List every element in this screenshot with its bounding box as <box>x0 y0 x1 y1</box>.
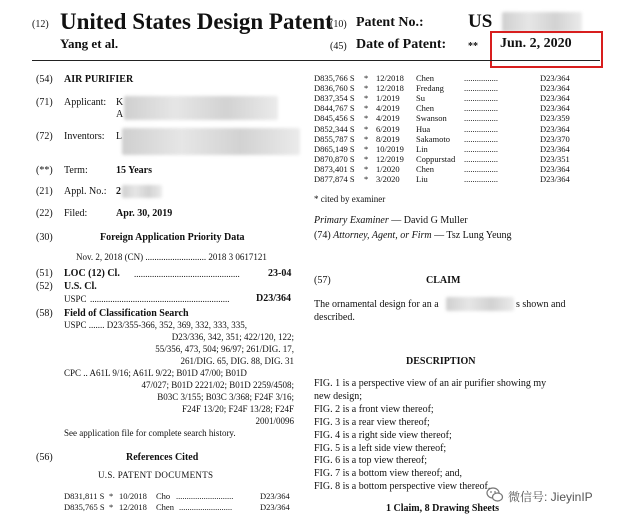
applicant-address-start: A <box>116 109 124 120</box>
inid-code-21: (21) <box>36 186 53 197</box>
patent-no-label: Patent No.: <box>356 15 424 30</box>
field-line: D23/336, 342, 351; 422/120, 122; <box>171 332 294 342</box>
field-line: 55/356, 473, 504; 96/97; 261/DIG. 17, <box>155 344 294 354</box>
redacted-claim <box>446 297 514 311</box>
claim-text-start: The ornamental design for an a <box>314 299 439 310</box>
date-label: Date of Patent: <box>356 37 447 52</box>
watermark-text: 微信号: JieyinIP <box>508 490 593 504</box>
inid-code-56: (56) <box>36 452 53 463</box>
inventor-short: Yang et al. <box>60 36 119 51</box>
cited-by-examiner: * cited by examiner <box>314 194 386 204</box>
date-value: Jun. 2, 2020 <box>500 36 572 51</box>
claim-text-described: described. <box>314 312 355 323</box>
filed-value: Apr. 30, 2019 <box>116 208 173 219</box>
inventors-value-start: L <box>116 131 123 142</box>
uscl-label: U.S. Cl. <box>64 281 97 292</box>
document-title: United States Design Patent <box>60 9 333 34</box>
field-line: F24F 13/20; F24F 13/28; F24F <box>181 404 294 414</box>
wechat-icon <box>486 486 504 504</box>
description-line: FIG. 8 is a bottom perspective view thereof. <box>314 481 491 493</box>
appl-no-value-start: 2 <box>116 186 121 197</box>
term-label: Term: <box>64 165 88 176</box>
inid-code-71: (71) <box>36 97 53 108</box>
description-line: FIG. 1 is a perspective view of an air purifier showing my <box>314 378 547 389</box>
references-heading: References Cited <box>126 452 199 463</box>
inid-code-52: (52) <box>36 281 53 292</box>
foreign-priority-heading: Foreign Application Priority Data <box>100 232 245 243</box>
inid-code-22: (22) <box>36 208 53 219</box>
date-highlight-box <box>490 31 603 68</box>
term-value: 15 Years <box>116 165 153 176</box>
field-line: 47/027; B01D 2221/02; B01D 2259/4508; <box>141 380 294 390</box>
description-line: new design; <box>314 390 363 402</box>
appl-no-label: Appl. No.: <box>64 186 107 197</box>
inventors-label: Inventors: <box>64 131 105 142</box>
filed-label: Filed: <box>64 208 88 219</box>
description-line: FIG. 6 is a top view thereof; <box>314 455 428 467</box>
field-line: B03C 3/155; B03C 3/368; F24F 3/16; <box>157 392 294 402</box>
inid-code-58: (58) <box>36 308 53 319</box>
attorney-line: (74) Attorney, Agent, or Firm — Tsz Lung Yeung <box>314 230 512 241</box>
description-line: FIG. 3 is a rear view thereof; <box>314 416 430 428</box>
field-line: CPC .. A61L 9/16; A61L 9/22; B01D 47/00; B01D <box>64 368 247 378</box>
claim-heading: CLAIM <box>426 275 461 286</box>
description-line: FIG. 2 is a front view thereof; <box>314 403 434 415</box>
header-rule <box>32 60 600 61</box>
inid-code-10: (10) <box>330 19 347 30</box>
redacted-applicant <box>124 96 278 120</box>
claim-text-end: s shown and <box>516 299 566 310</box>
inid-code-54: (54) <box>36 74 53 85</box>
redacted-patent-number <box>502 12 582 32</box>
redacted-appl-no <box>122 185 162 198</box>
inid-code-30: (30) <box>36 232 53 243</box>
uspc-value: D23/364 <box>256 293 291 304</box>
inid-code-45: (45) <box>330 41 347 52</box>
inid-code-term: (**) <box>36 165 53 176</box>
description-line: FIG. 4 is a right side view thereof; <box>314 429 452 441</box>
description-line: FIG. 5 is a left side view thereof; <box>314 442 447 454</box>
design-title: AIR PURIFIER <box>64 74 134 85</box>
patent-no-value: US <box>468 11 493 32</box>
claims-footer: 1 Claim, 8 Drawing Sheets <box>386 503 500 514</box>
field-line: USPC ....... D23/355-366, 352, 369, 332, 333, 335, <box>64 320 248 330</box>
field-line: 2001/0096 <box>255 416 294 426</box>
uspc-label: USPC <box>64 294 87 304</box>
inid-code-57: (57) <box>314 275 331 286</box>
inid-code-72: (72) <box>36 131 53 142</box>
see-application-note: See application file for complete search history. <box>64 428 236 438</box>
patent-documents-heading: U.S. PATENT DOCUMENTS <box>98 470 214 480</box>
applicant-value-start: K <box>116 97 124 108</box>
description-heading: DESCRIPTION <box>406 356 476 367</box>
inid-code-12: (12) <box>32 19 49 30</box>
foreign-priority-row: Nov. 2, 2018 (CN) ........................... 2018 3 0617121 <box>76 252 267 262</box>
primary-examiner: Primary Examiner — David G Muller <box>314 215 468 226</box>
loc-value: 23-04 <box>268 268 292 279</box>
date-marks: ** <box>468 41 478 52</box>
field-search-label: Field of Classification Search <box>64 308 189 319</box>
loc-leader-dots: ............................................... <box>134 269 240 279</box>
redacted-inventors <box>122 128 300 155</box>
inid-code-51: (51) <box>36 268 53 279</box>
uspc-leader-dots: .............................................................. <box>90 294 230 304</box>
loc-label: LOC (12) Cl. <box>64 268 120 279</box>
field-line: 261/DIG. 65, DIG. 88, DIG. 31 <box>180 356 294 366</box>
applicant-label: Applicant: <box>64 97 107 108</box>
description-line: FIG. 7 is a bottom view thereof; and, <box>314 468 463 480</box>
